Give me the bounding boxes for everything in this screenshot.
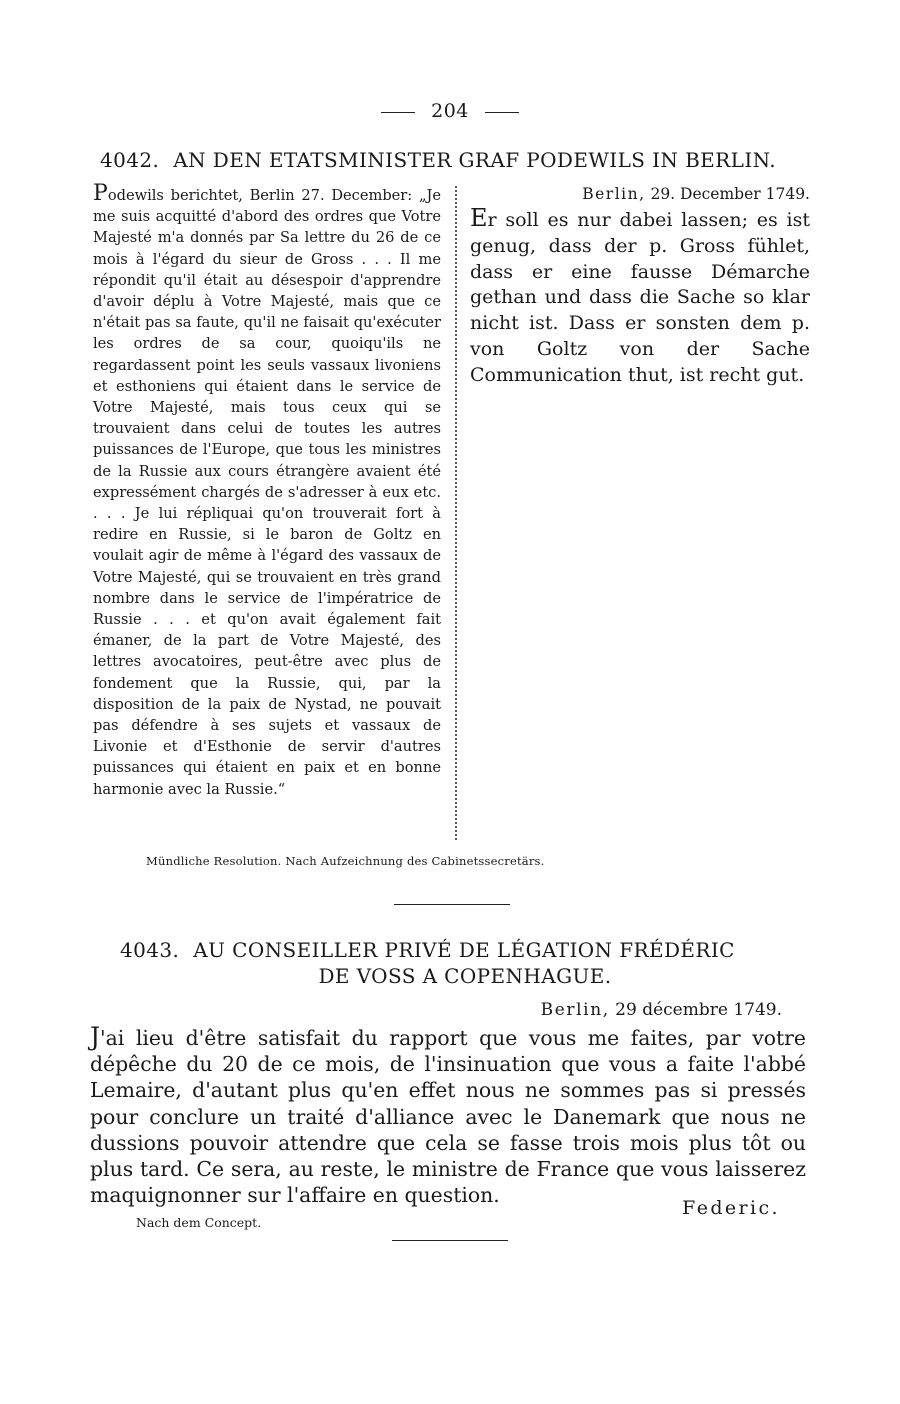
section-separator-rule [394,904,510,905]
signature: Federic. [682,1197,780,1219]
column-divider [455,186,457,840]
section-4042-title: AN DEN ETATSMINISTER GRAF PODEWILS IN BERLIN. [173,148,777,172]
letter-dateline [541,1000,782,1020]
report-paragraph [93,183,441,800]
resolution-dateline [470,183,810,205]
letter-initial: J [90,1022,101,1051]
letter-paragraph [90,1024,806,1208]
report-text: odewils berichtet, Berlin 27. December: „Je me suis acquitté d'abord des ordres que Votre Majesté m'a donnés par Sa lettre du 26 de ce mois à l'égard du sieur de Gross . . . Il me répondit qu'il était au désespoir d'apprendre d'avoir déplu à Votre Majesté, mais que ce n'était pas sa faute, qu'il ne faisait qu'exécuter les ordres de sa cour, quoiqu'ils ne regardassent point les seuls vassaux livoniens et esthoniens qui étaient dans le service de Votre Majesté, mais tous ceux qui se trouvaient dans celui de toutes les autres puissances de l'Europe, que tous les ministres de la Russie aux cours étrangère avaient été expressément chargés de s'adresser à eux etc. . . . Je lui répliquai qu'on trouverait fort à redire en Russie, si le baron de Goltz en voulait agir de même à l'égard des vassaux de Votre Majesté, qui se trouvaient en très grand nombre dans le service de l'impératrice de Russie . . . et qu'on avait également fait émaner, de la part de Votre Majesté, des lettres avocatoires, peut-être avec plus de fondement que la Russie, qui, par la disposition de la paix de Nystad, ne pouvait pas défendre à ses sujets et vassaux de Livonie et d'Esthonie de servir d'autres puissances qui étaient en paix et en bonne harmonie avec la Russie.“ [93,187,441,798]
section-4043-number: 4043. [120,938,180,962]
page-number [0,100,900,122]
page-number-value: 204 [431,100,469,122]
report-column [93,183,441,800]
letter-dateline-date: 29 décembre 1749. [615,1000,782,1020]
resolution-column [470,183,810,389]
end-rule [392,1240,508,1241]
letter-dateline-place: Berlin, [540,1000,610,1020]
resolution-dateline-place: Berlin, [582,185,646,203]
resolution-initial: E [470,204,488,232]
section-4043-source-note: Nach dem Concept. [136,1215,262,1230]
page-number-dash-left [381,112,415,113]
section-4043-title-line2: DE VOSS A COPENHAGUE. [318,964,612,988]
resolution-dateline-date: 29. December 1749. [650,185,810,203]
section-4042-heading [100,148,812,172]
resolution-text: r soll es nur dabei lassen; es ist genug, dass der p. Gross fühlet, dass er eine fausse Démarche gethan und dass die Sache so klar nicht ist. Dass er sonsten dem p. von Goltz von der Sache Communication thut, ist recht gut. [470,209,810,386]
section-4043-heading [120,938,810,988]
resolution-paragraph [470,206,810,389]
letter-text: 'ai lieu d'être satisfait du rapport que vous me faites, par votre dépêche du 20 de ce mois, de l'insinuation que vous a faite l'abbé Lemaire, d'autant plus qu'en effet nous ne sommes pas si pressés pour conclure un traité d'alliance avec le Danemark que nous ne dussions pouvoir attendre que cela se fasse trois mois plus tôt ou plus tard. Ce sera, au reste, le ministre de France que vous laisserez maquignonner sur l'affaire en question. [90,1026,806,1208]
section-4042-number: 4042. [100,148,160,172]
page-number-dash-right [485,112,519,113]
section-4042-source-note: Mündliche Resolution. Nach Aufzeichnung des Cabinetssecretärs. [146,854,545,868]
section-4043-title-line1: AU CONSEILLER PRIVÉ DE LÉGATION FRÉDÉRIC [193,938,735,962]
report-initial: P [93,181,108,206]
